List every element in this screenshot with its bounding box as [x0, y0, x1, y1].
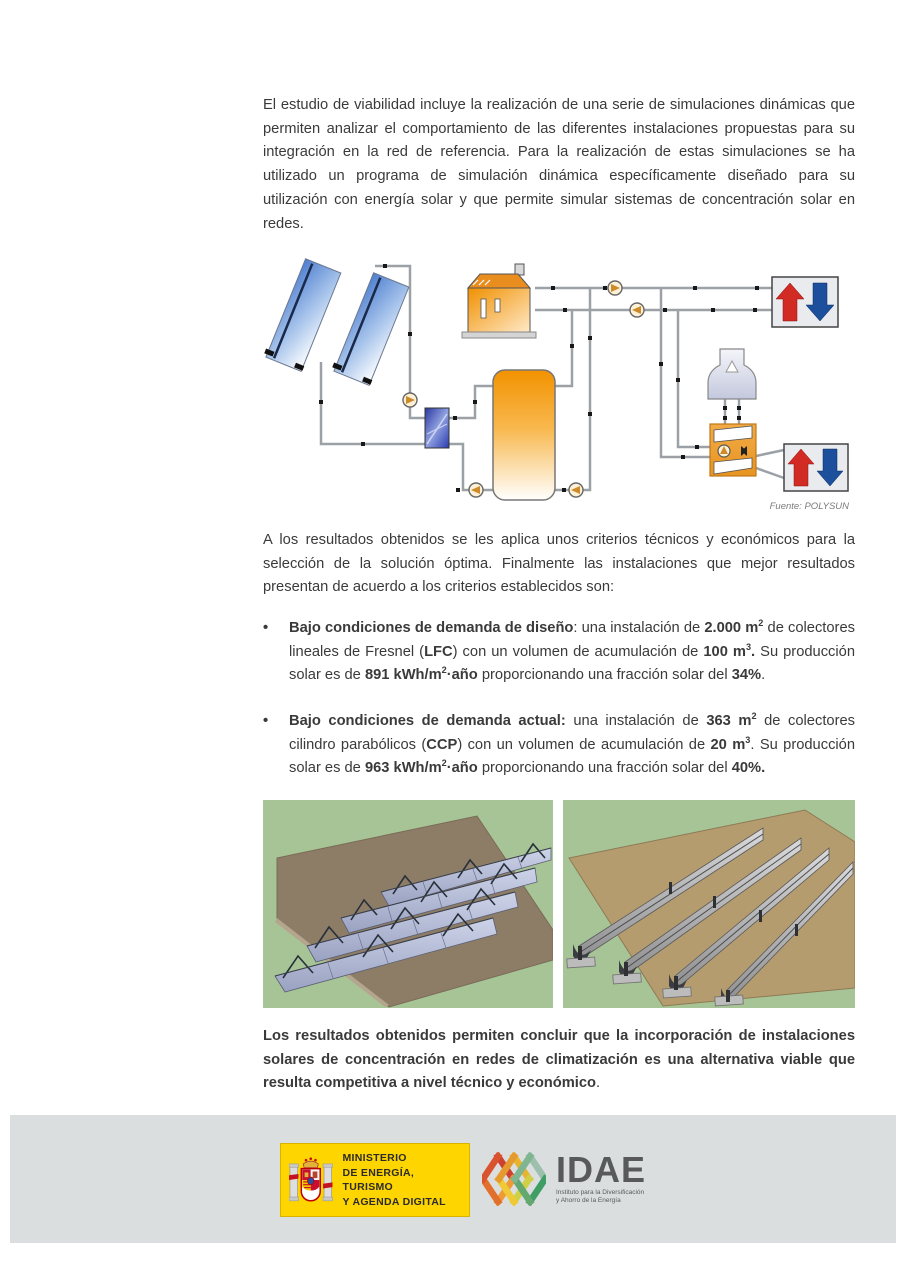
ministry-logo — [280, 1143, 470, 1217]
idae-acronym: IDAE — [556, 1149, 647, 1190]
idae-logo — [482, 1148, 646, 1210]
paragraph-intro: El estudio de viabilidad incluye la realización de una serie de simulaciones dinámicas que permiten analizar el comportamiento de las diferentes instalaciones propuestas para su integración en la red de referencia. Para la realización de estas simulaciones se ha utilizado un programa de simulación dinámica específicamente diseñado para su utilización con energía solar y que permite simular sistemas de concentración solar en redes. — [263, 97, 855, 232]
fresnel-collectors-image — [263, 800, 553, 1008]
storage-tank-icon — [493, 370, 555, 500]
ministry-line-3: Y AGENDA DIGITAL — [342, 1195, 446, 1208]
paragraph-conclusion: Los resultados obtenidos permiten concluir que la incorporación de instalaciones solares de concentración en redes de climatización es una alternativa viable que resulta competitiva a nivel técnico y económico. — [263, 1028, 855, 1092]
spain-coat-of-arms-icon — [289, 1151, 333, 1209]
bullet-marker: • — [263, 713, 269, 729]
figure-source-caption: Fuente: POLYSUN — [769, 501, 849, 512]
bullet-current-demand-text: Bajo condiciones de demanda actual: una instalación de 363 $m^2$ de colectores cilindro parabólicos (CCP) con un volumen de acumulación de 20 $m^3$. Su producción solar es de 963 kWh/$m^2\cdot año$ proporcionando una fracción solar del 40%. — [289, 711, 856, 777]
bullet-marker: • — [263, 620, 269, 636]
demand-box-bottom-icon — [784, 444, 848, 491]
ministry-line-2: DE ENERGÍA, TURISMO — [342, 1166, 415, 1193]
polysun-schematic-figure — [263, 252, 855, 514]
parabolic-trough-collectors-image — [563, 800, 855, 1008]
solar-collector-icon — [263, 258, 410, 386]
heat-exchanger-icon — [425, 408, 449, 448]
polysun-schematic-drawing — [263, 252, 855, 514]
bullet-current-demand — [263, 710, 855, 781]
paragraph-results: A los resultados obtenidos se les aplica unos criterios técnicos y económicos para la selección de la solución óptima. Finalmente las instalaciones que mejor resultados presentan de acuerdo a los criterios establecidos son: — [263, 532, 855, 596]
demand-box-top-icon — [772, 277, 838, 327]
idae-diamonds-icon — [482, 1148, 546, 1210]
idae-subtitle-2: y Ahorro de la Energía — [556, 1197, 621, 1204]
boiler-icon — [462, 264, 536, 338]
bullet-design-demand-text: Bajo condiciones de demanda de diseño: una instalación de 2.000 $m^2$ de colectores lineales de Fresnel (LFC) con un volumen de acumulación de 100 $m^3$. Su producción solar es de 891 kWh/$m^2\cdot año$ proporcionando una fracción solar del 34%. — [289, 618, 855, 684]
heat-pump-icon — [710, 424, 756, 476]
page-footer — [10, 1115, 896, 1243]
ministry-line-1: MINISTERIO — [342, 1152, 407, 1164]
idae-subtitle-1: Instituto para la Diversificación — [556, 1189, 645, 1196]
cooling-tower-icon — [708, 349, 756, 399]
bullet-design-demand — [263, 617, 855, 688]
